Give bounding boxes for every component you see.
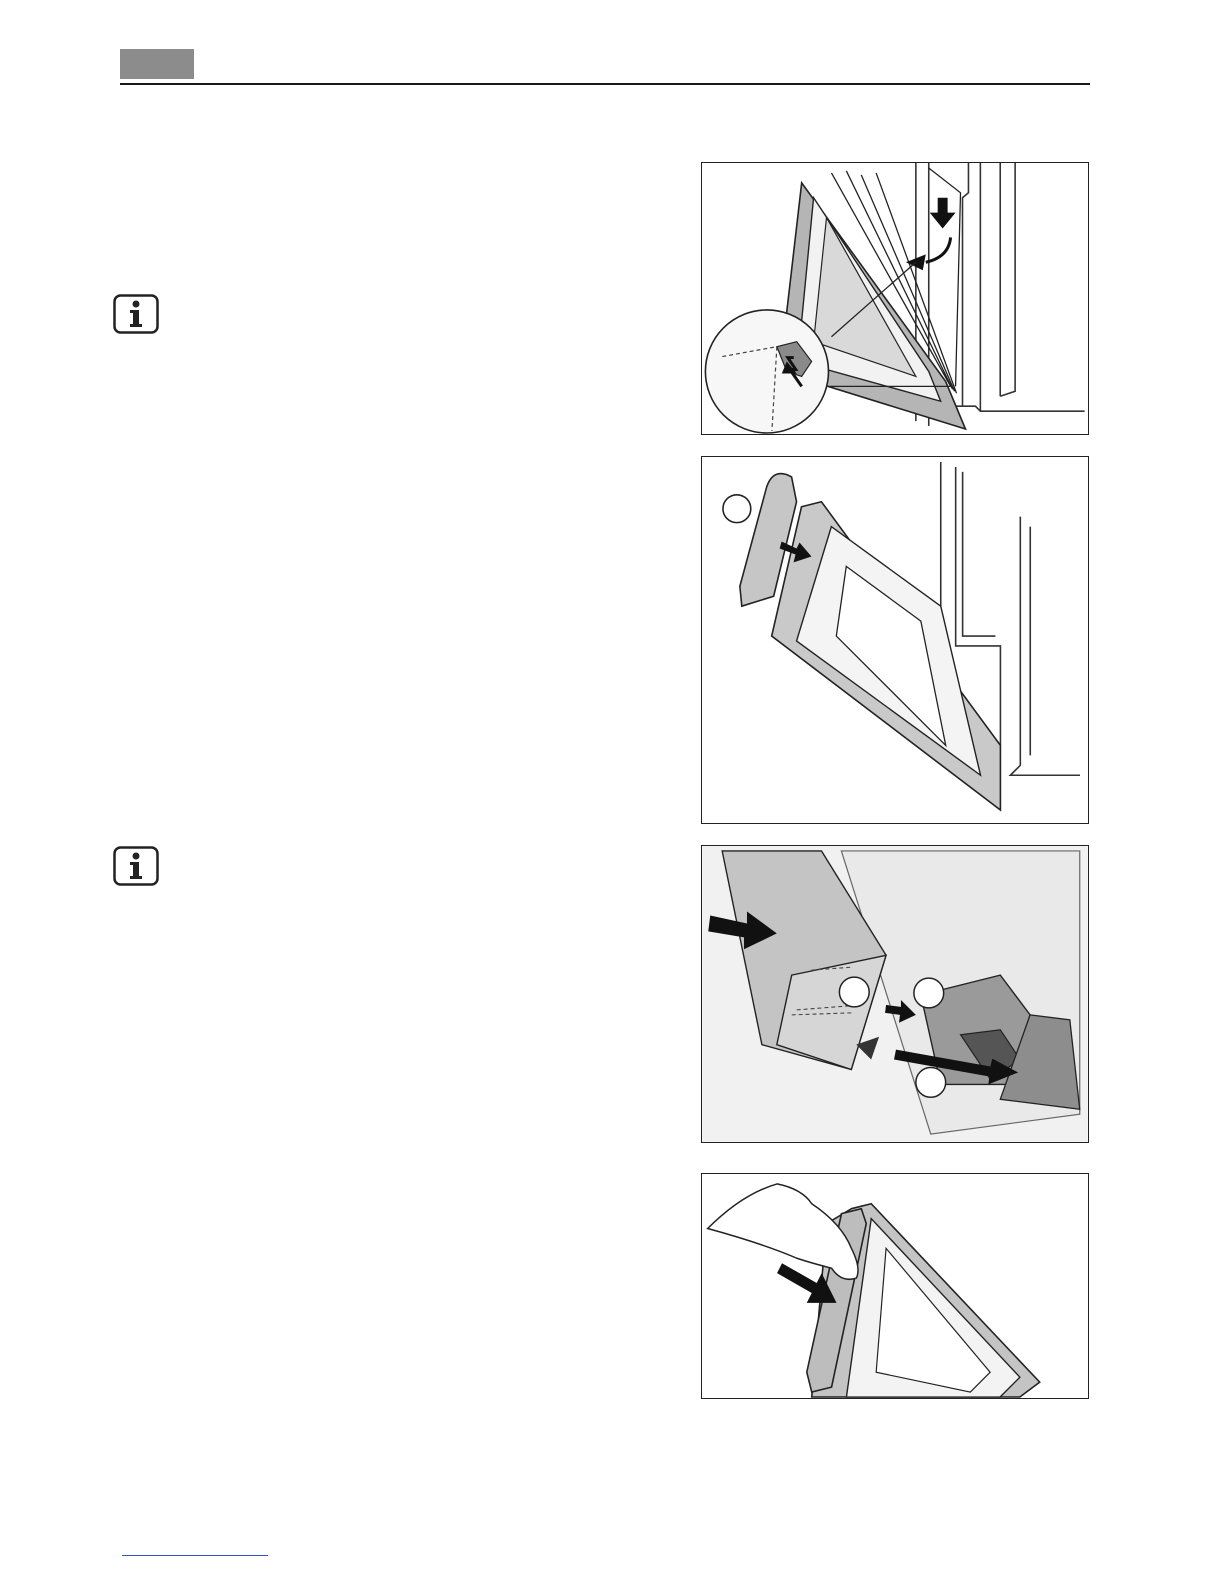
door-glass-panels-figure xyxy=(701,162,1089,435)
header-tab xyxy=(120,49,194,79)
oven-door-hinge-clip-icon xyxy=(702,846,1088,1142)
info-icon xyxy=(113,294,159,334)
door-handle-figure xyxy=(701,456,1089,824)
hand-pressing-door-icon xyxy=(702,1174,1088,1398)
footer-link-underline[interactable] xyxy=(122,1555,268,1556)
header-rule xyxy=(120,83,1090,85)
hand-press-handle-figure xyxy=(701,1173,1089,1399)
info-icon xyxy=(113,846,159,886)
oven-door-handle-removal-icon xyxy=(702,457,1088,823)
oven-door-glass-removal-icon xyxy=(702,163,1088,434)
door-hinge-detail-figure xyxy=(701,845,1089,1143)
